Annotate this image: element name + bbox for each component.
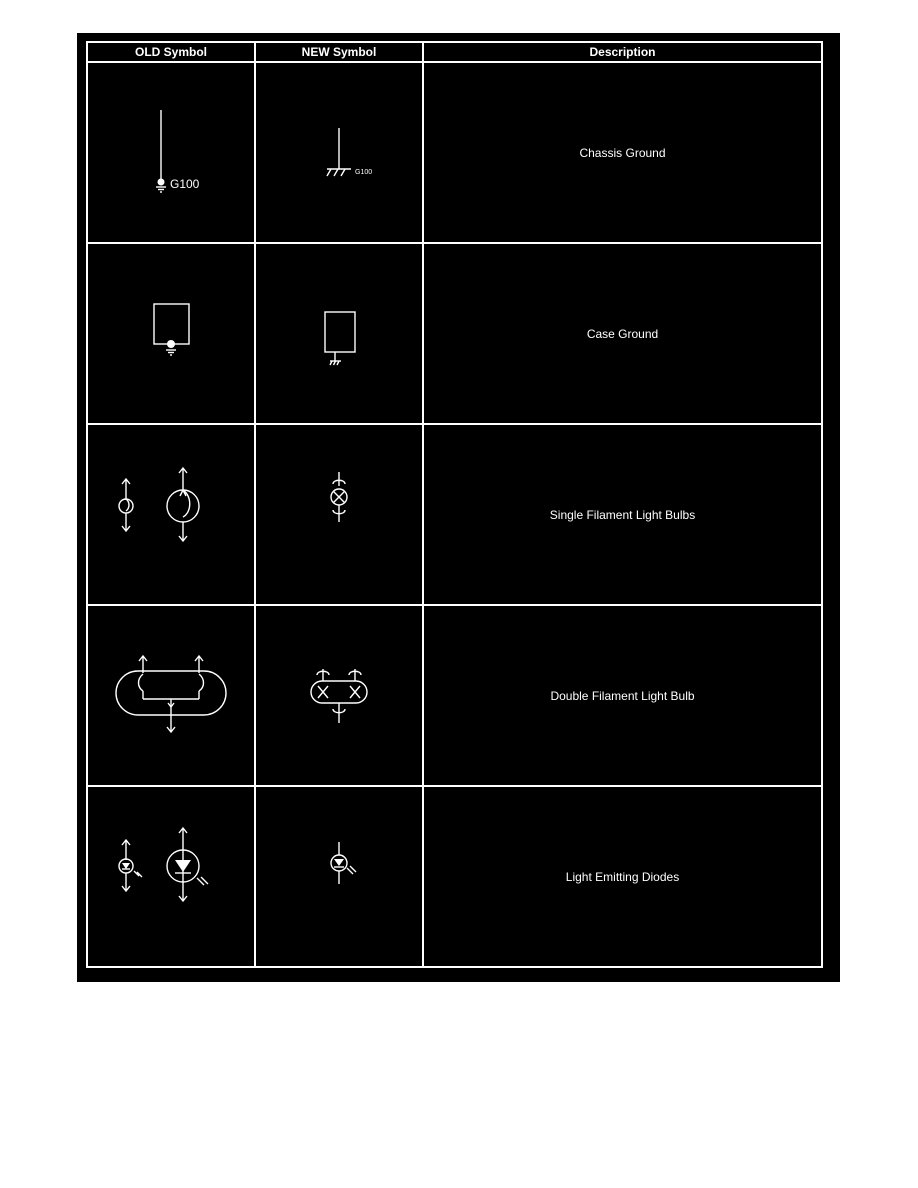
new-symbol-cell: [255, 62, 423, 243]
new-ground-label: G100: [355, 168, 373, 176]
table-row: [87, 786, 822, 967]
single-filament-bulb-new-icon: [279, 460, 399, 570]
description-cell: Chassis Ground: [423, 62, 822, 243]
led-old-icon: [101, 822, 241, 932]
new-symbol-cell: [255, 786, 423, 967]
new-symbol-cell: [255, 243, 423, 424]
description-cell: Double Filament Light Bulb: [423, 605, 822, 786]
description-cell: Light Emitting Diodes: [423, 786, 822, 967]
old-symbol-cell: [87, 62, 255, 243]
table-row: [87, 62, 822, 243]
description-cell: Single Filament Light Bulbs: [423, 424, 822, 605]
symbol-chart-sheet: [77, 33, 840, 982]
table-header-row: [87, 42, 822, 62]
header-new-symbol: NEW Symbol: [255, 42, 423, 62]
table-row: [87, 605, 822, 786]
led-new-icon: [279, 822, 399, 932]
new-symbol-cell: [255, 424, 423, 605]
double-filament-bulb-old-icon: [101, 641, 241, 751]
header-old-symbol: OLD Symbol: [87, 42, 255, 62]
old-symbol-cell: [87, 786, 255, 967]
single-filament-bulb-old-icon: [101, 460, 241, 570]
case-ground-old-icon: [111, 279, 231, 389]
double-filament-bulb-new-icon: [279, 641, 399, 751]
chassis-ground-new-icon: [279, 98, 399, 208]
description-cell: Case Ground: [423, 243, 822, 424]
old-symbol-cell: [87, 243, 255, 424]
old-ground-label: G100: [170, 176, 200, 191]
new-symbol-cell: [255, 605, 423, 786]
table-row: [87, 243, 822, 424]
chassis-ground-old-icon: [111, 98, 231, 208]
old-symbol-cell: [87, 605, 255, 786]
header-description: Description: [423, 42, 822, 62]
old-symbol-cell: [87, 424, 255, 605]
symbol-table: [86, 41, 823, 968]
case-ground-new-icon: [279, 279, 399, 389]
table-row: [87, 424, 822, 605]
